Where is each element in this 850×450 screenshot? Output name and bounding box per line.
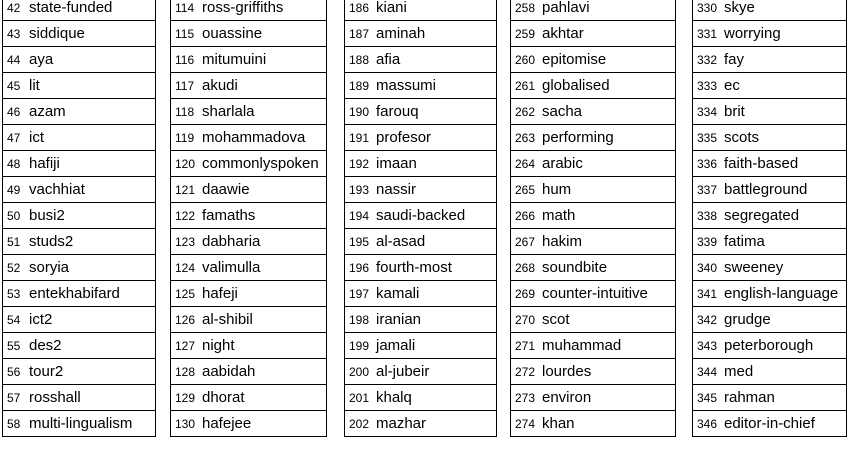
row-word: brit [724, 103, 745, 120]
row-word: performing [542, 129, 614, 146]
row-word: english-language [724, 285, 839, 302]
row-word: nassir [376, 181, 417, 198]
row-word: mohammadova [202, 129, 306, 146]
table-row [693, 125, 846, 151]
row-word: epitomise [542, 51, 607, 68]
row-number: 336 [697, 156, 718, 171]
row-number: 335 [697, 130, 718, 145]
row-number: 191 [349, 130, 370, 145]
row-number: 338 [697, 208, 718, 223]
row-number: 195 [349, 234, 370, 249]
table-row [171, 229, 326, 255]
row-word: rahman [724, 389, 775, 406]
row-number: 194 [349, 208, 370, 223]
row-number: 119 [175, 130, 195, 145]
table-row [171, 21, 326, 47]
table-row [171, 99, 326, 125]
row-number: 126 [175, 312, 196, 327]
table-row [345, 0, 496, 21]
row-number: 345 [697, 390, 718, 405]
table-row [511, 411, 675, 437]
row-word: aabidah [202, 363, 256, 380]
table-row [511, 281, 675, 307]
row-number: 129 [175, 390, 196, 405]
row-word: skye [724, 0, 755, 16]
row-word: dabharia [202, 233, 261, 250]
row-number: 190 [349, 104, 370, 119]
row-number: 337 [697, 182, 718, 197]
table-row [3, 203, 155, 229]
table-row [693, 177, 846, 203]
table-row [511, 359, 675, 385]
row-word: scot [542, 311, 570, 328]
table-row [3, 281, 155, 307]
row-word: akudi [202, 77, 238, 94]
table-row [511, 229, 675, 255]
row-word: lourdes [542, 363, 592, 380]
row-word: fay [724, 51, 745, 68]
row-number: 330 [697, 0, 718, 15]
row-number: 201 [349, 390, 370, 405]
row-number: 271 [515, 338, 536, 353]
table-row [171, 203, 326, 229]
table-row [345, 47, 496, 73]
row-number: 130 [175, 416, 196, 431]
row-number: 125 [175, 286, 196, 301]
row-word: faith-based [724, 155, 799, 172]
row-word: hakim [542, 233, 583, 250]
table-row [693, 21, 846, 47]
row-number: 332 [697, 52, 718, 67]
row-number: 339 [697, 234, 718, 249]
row-number: 115 [175, 26, 195, 41]
row-number: 269 [515, 286, 536, 301]
table-row [3, 359, 155, 385]
table-row [345, 333, 496, 359]
table-row [693, 203, 846, 229]
row-number: 267 [515, 234, 536, 249]
row-number: 343 [697, 338, 718, 353]
row-number: 122 [175, 208, 196, 223]
row-number: 273 [515, 390, 536, 405]
row-word: imaan [376, 155, 417, 172]
row-word: ross-griffiths [202, 0, 284, 16]
row-word: commonlyspoken [202, 155, 319, 172]
row-word: afia [376, 51, 401, 68]
row-number: 56 [7, 364, 21, 379]
row-word: rosshall [29, 389, 81, 406]
row-word: entekhabifard [29, 285, 120, 302]
table-row [345, 255, 496, 281]
row-number: 263 [515, 130, 536, 145]
table-row [3, 333, 155, 359]
table-row [171, 255, 326, 281]
table-row [693, 99, 846, 125]
table-row [693, 307, 846, 333]
row-number: 127 [175, 338, 196, 353]
row-word: des2 [29, 337, 62, 354]
row-word: ec [724, 77, 740, 94]
table-row [3, 47, 155, 73]
row-word: azam [29, 103, 66, 120]
row-number: 268 [515, 260, 536, 275]
row-number: 258 [515, 0, 536, 15]
row-number: 193 [349, 182, 370, 197]
row-word: lit [29, 77, 40, 94]
row-number: 265 [515, 182, 536, 197]
row-word: siddique [29, 25, 85, 42]
table-row [511, 47, 675, 73]
row-word: massumi [376, 77, 437, 94]
row-word: farouq [376, 103, 419, 120]
row-number: 192 [349, 156, 370, 171]
row-number: 118 [175, 104, 195, 119]
row-word: hafejee [202, 415, 252, 432]
table-row [693, 255, 846, 281]
row-word: scots [724, 129, 760, 146]
table-row [3, 385, 155, 411]
row-word: al-asad [376, 233, 426, 250]
row-word: mazhar [376, 415, 427, 432]
row-word: aminah [376, 25, 426, 42]
row-number: 55 [7, 338, 21, 353]
row-number: 272 [515, 364, 536, 379]
table-row [3, 73, 155, 99]
row-word: daawie [202, 181, 250, 198]
row-number: 114 [175, 0, 195, 15]
table-row [511, 203, 675, 229]
table-row [345, 385, 496, 411]
table-row [171, 307, 326, 333]
row-word: muhammad [542, 337, 622, 354]
table-row [171, 151, 326, 177]
row-word: vachhiat [29, 181, 85, 198]
row-word: med [724, 363, 754, 380]
table-row [511, 151, 675, 177]
table-row [3, 99, 155, 125]
row-word: studs2 [29, 233, 74, 250]
table-row [345, 125, 496, 151]
table-row [171, 359, 326, 385]
row-number: 200 [349, 364, 370, 379]
row-word: ict [29, 129, 44, 146]
row-word: mitumuini [202, 51, 267, 68]
row-number: 344 [697, 364, 718, 379]
row-word: pahlavi [542, 0, 590, 16]
row-word: aya [29, 51, 54, 68]
row-word: environ [542, 389, 592, 406]
row-word: sharlala [202, 103, 255, 120]
row-word: segregated [724, 207, 800, 224]
row-word: sacha [542, 103, 583, 120]
row-word: busi2 [29, 207, 65, 224]
row-number: 186 [349, 0, 370, 15]
row-word: fourth-most [376, 259, 452, 276]
table-row [345, 281, 496, 307]
row-number: 47 [7, 130, 21, 145]
row-number: 197 [349, 286, 370, 301]
row-word: night [202, 337, 235, 354]
table-row [693, 281, 846, 307]
row-number: 51 [7, 234, 21, 249]
row-word: globalised [542, 77, 610, 94]
row-number: 187 [349, 26, 370, 41]
row-word: fatima [724, 233, 765, 250]
row-number: 340 [697, 260, 718, 275]
row-word: arabic [542, 155, 583, 172]
row-number: 46 [7, 104, 21, 119]
table-row [693, 385, 846, 411]
row-number: 48 [7, 156, 21, 171]
word-column-5 [692, 0, 847, 437]
row-number: 341 [697, 286, 718, 301]
row-word: akhtar [542, 25, 584, 42]
row-word: state-funded [29, 0, 113, 16]
row-word: khalq [376, 389, 412, 406]
table-row [511, 385, 675, 411]
word-column-2 [170, 0, 327, 437]
row-word: grudge [724, 311, 771, 328]
table-row [345, 411, 496, 437]
table-row [171, 0, 326, 21]
row-number: 42 [7, 0, 21, 15]
table-row [511, 255, 675, 281]
table-row [511, 177, 675, 203]
table-row [171, 47, 326, 73]
row-number: 128 [175, 364, 196, 379]
table-row [511, 73, 675, 99]
row-word: dhorat [202, 389, 245, 406]
table-row [511, 21, 675, 47]
row-word: khan [542, 415, 575, 432]
table-row [3, 229, 155, 255]
table-row [3, 411, 155, 437]
table-row [3, 177, 155, 203]
row-number: 270 [515, 312, 536, 327]
row-number: 264 [515, 156, 536, 171]
word-column-1 [2, 0, 156, 437]
row-number: 121 [175, 182, 196, 197]
table-row [171, 411, 326, 437]
row-number: 44 [7, 52, 21, 67]
row-word: sweeney [724, 259, 784, 276]
row-word: tour2 [29, 363, 64, 380]
table-row [693, 411, 846, 437]
row-word: saudi-backed [376, 207, 466, 224]
row-number: 120 [175, 156, 196, 171]
table-row [693, 229, 846, 255]
table-row [511, 0, 675, 21]
row-word: multi-lingualism [29, 415, 133, 432]
row-word: math [542, 207, 576, 224]
word-column-3 [344, 0, 497, 437]
row-number: 116 [175, 52, 195, 67]
table-row [345, 229, 496, 255]
row-word: al-shibil [202, 311, 253, 328]
row-word: editor-in-chief [724, 415, 815, 432]
table-row [171, 281, 326, 307]
row-number: 189 [349, 78, 370, 93]
row-number: 266 [515, 208, 536, 223]
row-number: 198 [349, 312, 370, 327]
table-row [345, 99, 496, 125]
row-word: kiani [376, 0, 407, 16]
table-row [171, 125, 326, 151]
row-number: 45 [7, 78, 21, 93]
row-word: soryia [29, 259, 70, 276]
table-row [345, 307, 496, 333]
word-column-4 [510, 0, 676, 437]
row-word: jamali [376, 337, 416, 354]
row-word: counter-intuitive [542, 285, 648, 302]
table-row [3, 0, 155, 21]
row-word: valimulla [202, 259, 261, 276]
row-word: worrying [724, 25, 781, 42]
row-number: 260 [515, 52, 536, 67]
row-number: 58 [7, 416, 21, 431]
row-number: 342 [697, 312, 718, 327]
row-word: battleground [724, 181, 808, 198]
row-word: ouassine [202, 25, 263, 42]
row-number: 54 [7, 312, 21, 327]
row-number: 261 [515, 78, 536, 93]
table-row [511, 333, 675, 359]
row-number: 57 [7, 390, 21, 405]
row-number: 124 [175, 260, 196, 275]
table-row [345, 73, 496, 99]
table-row [693, 47, 846, 73]
table-row [511, 99, 675, 125]
row-number: 43 [7, 26, 21, 41]
table-row [511, 125, 675, 151]
row-number: 259 [515, 26, 536, 41]
table-row [693, 359, 846, 385]
row-word: hum [542, 181, 572, 198]
row-number: 346 [697, 416, 718, 431]
row-number: 202 [349, 416, 370, 431]
table-row [3, 21, 155, 47]
row-number: 49 [7, 182, 21, 197]
row-word: peterborough [724, 337, 814, 354]
row-word: soundbite [542, 259, 608, 276]
table-row [511, 307, 675, 333]
table-row [171, 177, 326, 203]
table-row [693, 73, 846, 99]
row-number: 188 [349, 52, 370, 67]
row-word: hafiji [29, 155, 60, 172]
table-row [345, 203, 496, 229]
table-row [345, 151, 496, 177]
row-number: 196 [349, 260, 370, 275]
row-number: 199 [349, 338, 370, 353]
row-number: 53 [7, 286, 21, 301]
table-row [345, 21, 496, 47]
row-word: iranian [376, 311, 422, 328]
table-row [171, 385, 326, 411]
row-word: profesor [376, 129, 432, 146]
table-row [3, 125, 155, 151]
row-number: 262 [515, 104, 536, 119]
table-row [3, 151, 155, 177]
table-row [345, 177, 496, 203]
row-number: 331 [697, 26, 718, 41]
table-row [3, 307, 155, 333]
row-number: 274 [515, 416, 536, 431]
table-row [3, 255, 155, 281]
row-word: hafeji [202, 285, 238, 302]
row-word: ict2 [29, 311, 53, 328]
table-row [693, 151, 846, 177]
row-number: 50 [7, 208, 21, 223]
table-row [693, 0, 846, 21]
table-row [171, 333, 326, 359]
table-row [171, 73, 326, 99]
row-number: 334 [697, 104, 718, 119]
row-number: 52 [7, 260, 21, 275]
row-number: 117 [175, 78, 195, 93]
row-word: famaths [202, 207, 256, 224]
row-number: 333 [697, 78, 718, 93]
row-word: kamali [376, 285, 420, 302]
row-word: al-jubeir [376, 363, 430, 380]
table-row [345, 359, 496, 385]
row-number: 123 [175, 234, 196, 249]
table-row [693, 333, 846, 359]
